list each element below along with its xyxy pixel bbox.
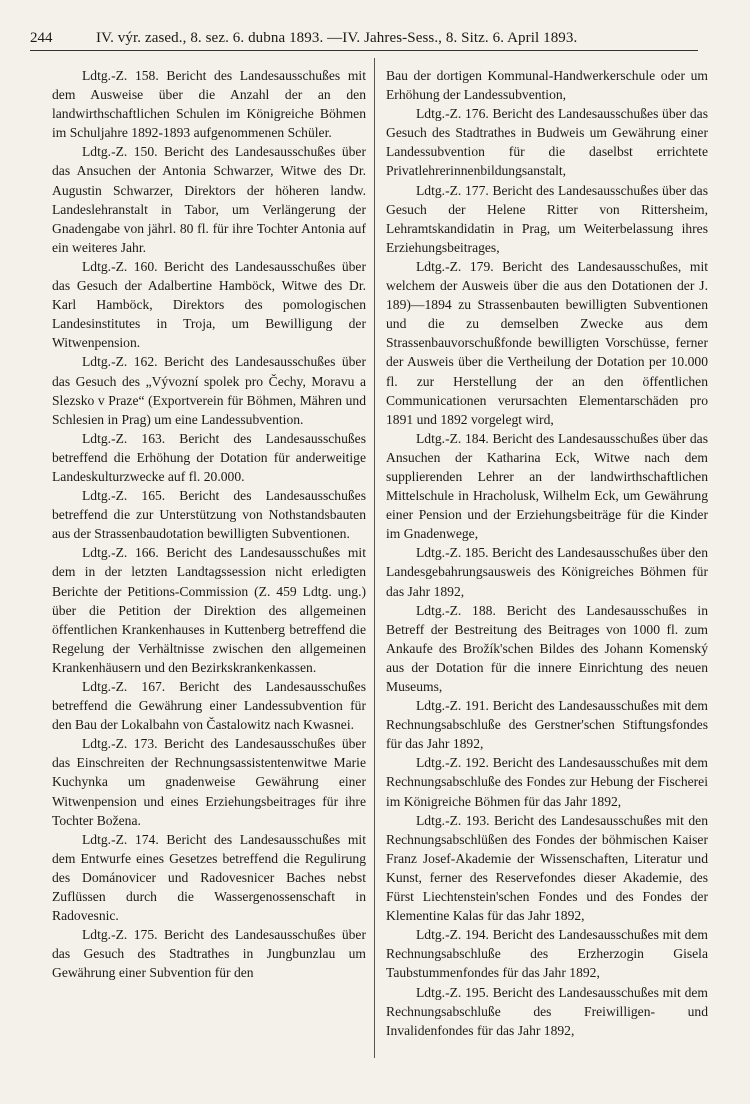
report-entry: Ldtg.-Z. 184. Bericht des Landesausschußes über das Ansuchen der Katharina Eck, Witwe nach dem supplierenden Lehrer an der landwirthschaftlichen Mittelschule in Hracholusk, Wilhelm Eck, um Gewährung einer Pension und der Erziehungsbeiträge für die Kinder im Gnadenwege, bbox=[386, 430, 708, 542]
running-title: IV. výr. zased., 8. sez. 6. dubna 1893. —IV. Jahres-Sess., 8. Sitz. 6. April 1893. bbox=[96, 30, 578, 46]
report-entry: Ldtg.-Z. 185. Bericht des Landesausschußes über den Landesgebahrungsausweis des Königreiches Böhmen für das Jahr 1892, bbox=[386, 545, 708, 599]
report-entry: Ldtg.-Z. 158. Bericht des Landesausschußes mit dem Ausweise über die Anzahl der an den landwirthschaftlichen Schulen im Königreiche Böhmen im Schuljahre 1892-1893 aufgenommenen Schüler. bbox=[52, 68, 366, 141]
report-entry: Ldtg.-Z. 194. Bericht des Landesausschußes mit dem Rechnungsabschluße des Erzherzogin Gisela Taubstummenfondes für das Jahr 1892, bbox=[386, 927, 708, 981]
left-column bbox=[52, 66, 366, 983]
report-entry-continued: Bau der dortigen Kommunal-Handwerkerschule oder um Erhöhung der Landessubvention, bbox=[386, 68, 708, 103]
report-entry: Ldtg.-Z. 191. Bericht des Landesausschußes mit dem Rechnungsabschluße des Gerstner'schen Stiftungsfondes für das Jahr 1892, bbox=[386, 698, 708, 752]
column-divider bbox=[374, 58, 375, 1058]
report-entry: Ldtg.-Z. 166. Bericht des Landesausschußes mit dem in der letzten Landtagssession nicht erledigten Berichte der Petitions-Commission (Z. 459 Ldtg. ung.) über die Petition der Direktion des allgemeinen öffentlichen Krankenhauses in Kuttenberg betreffend die Regelung der Verhältnisse zwischen den allgemeinen Krankenhäusern und den Bezirkskrankenkassen. bbox=[52, 545, 366, 675]
report-entry: Ldtg.-Z. 167. Bericht des Landesausschußes betreffend die Gewährung einer Landessubvention für den Bau der Lokalbahn von Častalowitz nach Kwasnei. bbox=[52, 679, 366, 733]
header-rule bbox=[30, 50, 698, 51]
report-entry: Ldtg.-Z. 174. Bericht des Landesausschußes mit dem Entwurfe eines Gesetzes betreffend die Regulirung des Dománovicer und Radovesnicer Baches nebst Zuflüssen durch die Wassergenossenschaft in Radovesnic. bbox=[52, 831, 366, 924]
report-entry: Ldtg.-Z. 193. Bericht des Landesausschußes mit den Rechnungsabschlüßen des Fondes der böhmischen Kaiser Franz Josef-Akademie der Wissenschaften, Literatur und Kunst, ferner des Reservefondes dieser Akademie, des Fürst Liechtenstein'schen Fondes und des Fondes der Klementine Kalas für das Jahr 1892, bbox=[386, 812, 708, 924]
report-entry: Ldtg.-Z. 176. Bericht des Landesausschußes über das Gesuch des Stadtrathes in Budweis um Gewährung einer Landessubvention für die daselbst errichtete Privatlehrerinnenbildungsanstalt, bbox=[386, 106, 708, 179]
page-number: 244 bbox=[30, 30, 53, 46]
report-entry: Ldtg.-Z. 165. Bericht des Landesausschußes betreffend die zur Unterstützung von Nothstandsbauten aus der Strassenbaudotation bewilligten Subventionen. bbox=[52, 488, 366, 542]
report-entry: Ldtg.-Z. 175. Bericht des Landesausschußes über das Gesuch des Stadtrathes in Jungbunzlau um Gewährung einer Subvention für den bbox=[52, 927, 366, 981]
report-entry: Ldtg.-Z. 150. Bericht des Landesausschußes über das Ansuchen der Antonia Schwarzer, Witwe des Dr. Augustin Schwarzer, Direktors der höheren landw. Landeslehranstalt in Tabor, um Verlängerung der Gnadengabe von jährl. 80 fl. für ihre Tochter Antonia auf ein weiteres Jahr. bbox=[52, 144, 366, 255]
right-column bbox=[386, 66, 708, 1040]
report-entry: Ldtg.-Z. 179. Bericht des Landesausschußes, mit welchem der Ausweis über die aus den Dotationen der J. 189)—1894 zu Strassenbauten bewilligten Subventionen und die zu demselben Zwecke aus dem Strassenbauvorschußfonde bewilligten Vorschüsse, ferner der Ausweis über die Vertheilung der Dotation per 10.000 fl. zur Herstellung der an den öffentlichen Communicationen verursachten Elementarschäden pro 1891 und 1892 vorgelegt wird, bbox=[386, 258, 708, 427]
report-entry: Ldtg.-Z. 160. Bericht des Landesausschußes über das Gesuch der Adalbertine Hamböck, Witwe des Dr. Karl Hamböck, Direktors des pomologischen Landesinstitutes in Troja, um Bewilligung der Witwenpension. bbox=[52, 258, 366, 351]
report-entry: Ldtg.-Z. 177. Bericht des Landesausschußes über das Gesuch der Helene Ritter von Rittersheim, Lehramtskandidatin in Prag, um Weiterbelassung ihres Erziehungsbeitrages, bbox=[386, 182, 708, 255]
report-entry: Ldtg.-Z. 162. Bericht des Landesausschußes über das Gesuch des „Vývozní spolek pro Čechy, Moravu a Slezsko v Praze“ (Exportverein für Böhmen, Mähren und Schlesien in Prag) um eine Landessubvention. bbox=[52, 354, 366, 427]
report-entry: Ldtg.-Z. 192. Bericht des Landesausschußes mit dem Rechnungsabschluße des Fondes zur Hebung der Fischerei im Königreiche Böhmen für das Jahr 1892, bbox=[386, 755, 708, 809]
report-entry: Ldtg.-Z. 195. Bericht des Landesausschußes mit dem Rechnungsabschluße des Freiwilligen- und Invalidenfondes für das Jahr 1892, bbox=[386, 984, 708, 1038]
report-entry: Ldtg.-Z. 173. Bericht des Landesausschußes über das Einschreiten der Rechnungsassistentenwitwe Marie Kuchynka um gnadenweise Gewährung einer Witwenpension und eines Erziehungsbeitrages für ihre Tochter Božena. bbox=[52, 736, 366, 828]
page-header bbox=[30, 28, 720, 48]
report-entry: Ldtg.-Z. 163. Bericht des Landesausschußes betreffend die Erhöhung der Dotation für anderweitige Landeskulturzwecke auf fl. 20.000. bbox=[52, 430, 366, 484]
report-entry: Ldtg.-Z. 188. Bericht des Landesausschußes in Betreff der Bestreitung des Beitrages von 1000 fl. zum Ankaufe des Brožík'schen Bildes des Johann Komenský aus der Dotation für die innere Einrichtung des neuen Museums, bbox=[386, 602, 708, 694]
